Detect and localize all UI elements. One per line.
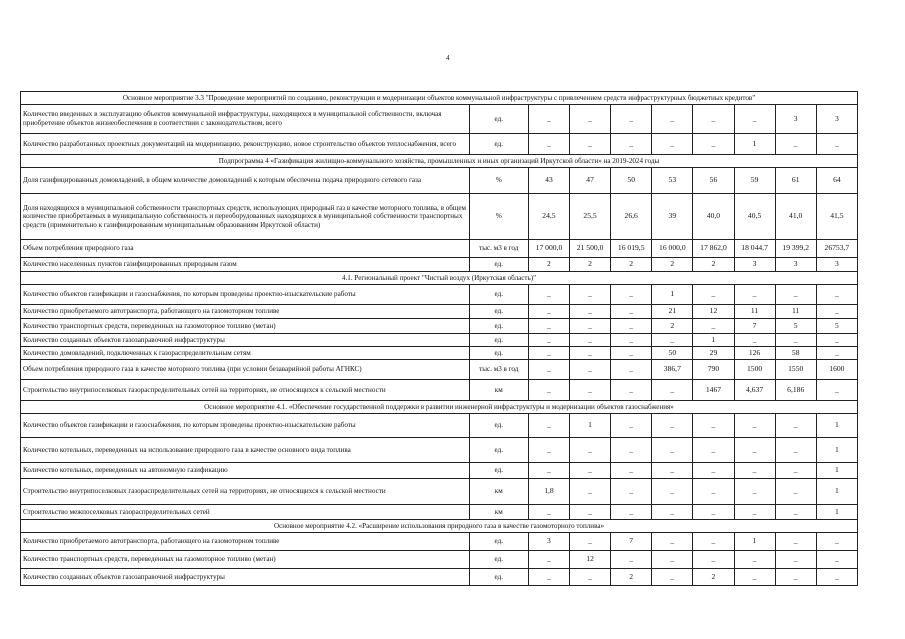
value-cell: _ (528, 505, 569, 520)
value-cell: _ (570, 463, 611, 479)
value-cell: 41,5 (816, 194, 857, 240)
unit-cell: ед. (469, 285, 528, 305)
value-cell: _ (734, 551, 775, 569)
value-cell: 5 (816, 319, 857, 334)
indicator-name: Строительство внутрипоселковых газораспределительных сетей на территориях, не относящихся к сельской местности (21, 380, 470, 401)
unit-cell: км (469, 380, 528, 401)
indicator-name: Количество котельных, переведенных на использование природного газа в качестве основного вида топлива (21, 438, 470, 463)
table-row (21, 479, 858, 505)
value-cell: _ (611, 305, 652, 319)
unit-cell: ед. (469, 134, 528, 155)
table-row (21, 168, 858, 194)
table-row (21, 380, 858, 401)
value-cell: 2 (693, 569, 734, 586)
value-cell: _ (611, 505, 652, 520)
value-cell: _ (652, 334, 693, 347)
value-cell: _ (528, 319, 569, 334)
value-cell: _ (652, 569, 693, 586)
value-cell: _ (775, 533, 816, 551)
value-cell: _ (693, 134, 734, 155)
value-cell: 58 (775, 347, 816, 360)
value-cell: 1 (734, 533, 775, 551)
value-cell: _ (528, 334, 569, 347)
value-cell: _ (734, 334, 775, 347)
value-cell: 3 (528, 533, 569, 551)
value-cell: _ (611, 479, 652, 505)
value-cell: _ (693, 533, 734, 551)
value-cell: 18 044,7 (734, 240, 775, 258)
value-cell: _ (611, 380, 652, 401)
value-cell: _ (734, 414, 775, 438)
value-cell: _ (570, 479, 611, 505)
value-cell: 26,6 (611, 194, 652, 240)
value-cell: 17 000,0 (528, 240, 569, 258)
value-cell: _ (570, 505, 611, 520)
value-cell: 26753,7 (816, 240, 857, 258)
table-row (21, 194, 858, 240)
value-cell: _ (652, 533, 693, 551)
value-cell: 11 (775, 305, 816, 319)
value-cell: _ (816, 334, 857, 347)
table-row (21, 258, 858, 272)
value-cell: 790 (693, 360, 734, 380)
value-cell: _ (570, 334, 611, 347)
value-cell: _ (570, 105, 611, 134)
unit-cell: ед. (469, 551, 528, 569)
value-cell: _ (570, 319, 611, 334)
table-row (21, 438, 858, 463)
value-cell: 1 (816, 505, 857, 520)
section-header-row (21, 520, 858, 533)
value-cell: _ (816, 533, 857, 551)
section-title: Основное мероприятие 4.1. «Обеспечение государственной поддержки в развитии инженерной инфраструктуры и модернизации объектов газоснабжения» (21, 401, 858, 414)
value-cell: _ (734, 569, 775, 586)
value-cell: 39 (652, 194, 693, 240)
indicator-name: Количество созданных объектов газозаправочной инфраструктуры (21, 334, 470, 347)
value-cell: 17 862,0 (693, 240, 734, 258)
unit-cell: ед. (469, 105, 528, 134)
table-row (21, 505, 858, 520)
section-title: Подпрограмма 4 «Газификация жилищно-коммунального хозяйства, промышленных и иных организаций Иркутской области» на 2019-2024 годы (21, 155, 858, 168)
value-cell: 5 (775, 319, 816, 334)
value-cell: _ (775, 551, 816, 569)
unit-cell: км (469, 505, 528, 520)
unit-cell: % (469, 194, 528, 240)
value-cell: 47 (570, 168, 611, 194)
value-cell: _ (652, 479, 693, 505)
value-cell: _ (734, 479, 775, 505)
value-cell: _ (528, 134, 569, 155)
value-cell: _ (816, 134, 857, 155)
value-cell: _ (652, 414, 693, 438)
value-cell: _ (528, 551, 569, 569)
value-cell: 21 (652, 305, 693, 319)
table-row (21, 551, 858, 569)
section-title: Основное мероприятие 4.2. «Расширение использования природного газа в качестве газомоторного топлива» (21, 520, 858, 533)
value-cell: 126 (734, 347, 775, 360)
unit-cell: ед. (469, 334, 528, 347)
section-header-row (21, 401, 858, 414)
value-cell: _ (611, 414, 652, 438)
value-cell: 2 (693, 258, 734, 272)
value-cell: _ (816, 569, 857, 586)
value-cell: _ (693, 551, 734, 569)
value-cell: 12 (693, 305, 734, 319)
value-cell: 1 (734, 134, 775, 155)
indicator-name: Количество объектов газификации и газоснабжения, по которым проведены проектно-изыскательские работы (21, 414, 470, 438)
value-cell: _ (528, 463, 569, 479)
value-cell: _ (693, 105, 734, 134)
table-row (21, 463, 858, 479)
value-cell: _ (611, 551, 652, 569)
section-header-row (21, 272, 858, 285)
indicator-name: Объем потребления природного газа в качестве моторного топлива (при условии безаварийной работы АГНКС) (21, 360, 470, 380)
value-cell: 1 (816, 479, 857, 505)
value-cell: _ (611, 319, 652, 334)
value-cell: 2 (652, 319, 693, 334)
value-cell: 3 (816, 105, 857, 134)
indicator-name: Количество домовладений, подключенных к газораспределительным сетям (21, 347, 470, 360)
value-cell: 2 (570, 258, 611, 272)
value-cell: 3 (816, 258, 857, 272)
value-cell: 7 (611, 533, 652, 551)
value-cell: 1 (652, 285, 693, 305)
value-cell: _ (816, 380, 857, 401)
value-cell: 2 (611, 569, 652, 586)
value-cell: _ (570, 569, 611, 586)
value-cell: 7 (734, 319, 775, 334)
table-row (21, 360, 858, 380)
value-cell: 3 (775, 105, 816, 134)
value-cell: _ (693, 505, 734, 520)
value-cell: _ (775, 505, 816, 520)
value-cell: 11 (734, 305, 775, 319)
value-cell: _ (570, 134, 611, 155)
section-header-row (21, 155, 858, 168)
value-cell: _ (816, 285, 857, 305)
indicator-name: Количество транспортных средств, переведенных на газомоторное топливо (метан) (21, 319, 470, 334)
value-cell: _ (775, 479, 816, 505)
value-cell: 19 399,2 (775, 240, 816, 258)
indicator-name: Количество котельных, переведенных на автономную газификацию (21, 463, 470, 479)
value-cell: _ (775, 438, 816, 463)
value-cell: 4,637 (734, 380, 775, 401)
value-cell: _ (816, 347, 857, 360)
unit-cell: % (469, 168, 528, 194)
table-row (21, 533, 858, 551)
value-cell: _ (652, 105, 693, 134)
value-cell: _ (570, 360, 611, 380)
value-cell: _ (775, 414, 816, 438)
value-cell: 16 000,0 (652, 240, 693, 258)
value-cell: _ (611, 285, 652, 305)
value-cell: _ (528, 414, 569, 438)
value-cell: 50 (611, 168, 652, 194)
value-cell: _ (775, 134, 816, 155)
value-cell: _ (570, 380, 611, 401)
value-cell: _ (528, 569, 569, 586)
value-cell: _ (528, 347, 569, 360)
value-cell: _ (734, 105, 775, 134)
value-cell: _ (528, 305, 569, 319)
unit-cell: тыс. м3 в год (469, 360, 528, 380)
value-cell: _ (611, 347, 652, 360)
indicator-name: Строительство внутрипоселковых газораспределительных сетей на территориях, не относящихся к сельской местности (21, 479, 470, 505)
value-cell: 64 (816, 168, 857, 194)
indicator-name: Объем потребления природного газа (21, 240, 470, 258)
indicators-table (20, 91, 858, 586)
section-header-row (21, 92, 858, 105)
indicator-name: Количество транспортных средств, переведенных на газомоторное топливо (метан) (21, 551, 470, 569)
value-cell: _ (775, 334, 816, 347)
table-row (21, 347, 858, 360)
value-cell: _ (611, 105, 652, 134)
value-cell: _ (693, 438, 734, 463)
value-cell: _ (528, 360, 569, 380)
value-cell: 1 (816, 414, 857, 438)
value-cell: 16 019,5 (611, 240, 652, 258)
value-cell: _ (816, 551, 857, 569)
value-cell: _ (652, 551, 693, 569)
value-cell: _ (652, 380, 693, 401)
indicator-name: Строительство межпоселковых газораспределительных сетей (21, 505, 470, 520)
value-cell: _ (611, 134, 652, 155)
indicator-name: Количество введенных в эксплуатацию объектов коммунальной инфраструктуры, находящихся в муниципальной собственности, включая приобретение объектов жизнеобеспечения в соответствии с законодательством, всего (21, 105, 470, 134)
value-cell: _ (775, 569, 816, 586)
section-title: Основное мероприятие 3.3 "Проведение мероприятий по созданию, реконструкции и модернизации объектов коммунальной инфраструктуры с привлечением средств инфраструктурных бюджетных кредитов" (21, 92, 858, 105)
value-cell: 3 (775, 258, 816, 272)
unit-cell: ед. (469, 347, 528, 360)
indicator-name: Количество созданных объектов газозаправочной инфраструктуры (21, 569, 470, 586)
value-cell: _ (816, 305, 857, 319)
value-cell: 1 (693, 334, 734, 347)
value-cell: 40,0 (693, 194, 734, 240)
value-cell: _ (611, 334, 652, 347)
unit-cell: км (469, 479, 528, 505)
value-cell: _ (570, 285, 611, 305)
value-cell: 6,186 (775, 380, 816, 401)
value-cell: 61 (775, 168, 816, 194)
value-cell: 29 (693, 347, 734, 360)
table-row (21, 305, 858, 319)
value-cell: 50 (652, 347, 693, 360)
value-cell: _ (734, 463, 775, 479)
value-cell: 386,7 (652, 360, 693, 380)
table-row (21, 240, 858, 258)
value-cell: _ (734, 505, 775, 520)
unit-cell: ед. (469, 438, 528, 463)
indicator-name: Количество приобретаемого автотранспорта, работающего на газомоторном топливе (21, 305, 470, 319)
value-cell: 3 (734, 258, 775, 272)
value-cell: _ (611, 438, 652, 463)
value-cell: _ (528, 285, 569, 305)
value-cell: _ (734, 438, 775, 463)
table-row (21, 105, 858, 134)
table-row (21, 285, 858, 305)
value-cell: 43 (528, 168, 569, 194)
table-row (21, 134, 858, 155)
unit-cell: ед. (469, 533, 528, 551)
unit-cell: тыс. м3 в год (469, 240, 528, 258)
section-title: 4.1. Региональный проект "Чистый воздух (Иркутская область)" (21, 272, 858, 285)
page-number: 4 (446, 54, 450, 62)
value-cell: _ (775, 285, 816, 305)
value-cell: 1 (570, 414, 611, 438)
value-cell: 2 (611, 258, 652, 272)
value-cell: 1 (816, 438, 857, 463)
table-row (21, 414, 858, 438)
unit-cell: ед. (469, 463, 528, 479)
table-row (21, 319, 858, 334)
value-cell: _ (570, 533, 611, 551)
value-cell: 1 (816, 463, 857, 479)
value-cell: _ (528, 438, 569, 463)
indicator-name: Доля газифицированных домовладений, в общем количестве домовладений к которым обеспечена подача природного сетевого газа (21, 168, 470, 194)
value-cell: _ (652, 134, 693, 155)
value-cell: 56 (693, 168, 734, 194)
value-cell: _ (611, 360, 652, 380)
value-cell: _ (693, 285, 734, 305)
value-cell: _ (693, 463, 734, 479)
value-cell: 12 (570, 551, 611, 569)
unit-cell: ед. (469, 305, 528, 319)
value-cell: _ (693, 479, 734, 505)
value-cell: 1467 (693, 380, 734, 401)
unit-cell: ед. (469, 258, 528, 272)
value-cell: 24,5 (528, 194, 569, 240)
value-cell: 59 (734, 168, 775, 194)
value-cell: _ (693, 414, 734, 438)
value-cell: 53 (652, 168, 693, 194)
value-cell: _ (652, 438, 693, 463)
value-cell: _ (652, 463, 693, 479)
value-cell: 1600 (816, 360, 857, 380)
indicator-name: Количество объектов газификации и газоснабжения, по которым проведены проектно-изыскательские работы (21, 285, 470, 305)
value-cell: _ (570, 438, 611, 463)
value-cell: 1,8 (528, 479, 569, 505)
table-row (21, 569, 858, 586)
value-cell: _ (775, 463, 816, 479)
value-cell: 1500 (734, 360, 775, 380)
value-cell: _ (528, 105, 569, 134)
table-row (21, 334, 858, 347)
value-cell: 41,0 (775, 194, 816, 240)
value-cell: _ (570, 305, 611, 319)
value-cell: _ (734, 285, 775, 305)
indicator-name: Количество населенных пунктов газифицированных природным газом (21, 258, 470, 272)
value-cell: 40,5 (734, 194, 775, 240)
indicator-name: Количество разработанных проектных документаций на модернизацию, реконструкцию, новое строительство объектов теплоснабжения, всего (21, 134, 470, 155)
value-cell: 2 (652, 258, 693, 272)
value-cell: _ (528, 380, 569, 401)
value-cell: _ (570, 347, 611, 360)
unit-cell: ед. (469, 569, 528, 586)
value-cell: 25,5 (570, 194, 611, 240)
value-cell: _ (611, 463, 652, 479)
unit-cell: ед. (469, 414, 528, 438)
value-cell: _ (693, 319, 734, 334)
indicator-name: Доля находящихся в муниципальной собственности транспортных средств, использующих природный газ в качестве моторного топлива, в общем количестве приобретаемых в муниципальную собственность и переоборудованных находящихся в муниципальной собственности транспортных средств (применительно к газифицированным муниципальным образованиям Иркутской области) (21, 194, 470, 240)
value-cell: 2 (528, 258, 569, 272)
indicator-name: Количество приобретаемого автотранспорта, работающего на газомоторном топливе (21, 533, 470, 551)
value-cell: 1550 (775, 360, 816, 380)
value-cell: _ (652, 505, 693, 520)
value-cell: 21 500,0 (570, 240, 611, 258)
unit-cell: ед. (469, 319, 528, 334)
